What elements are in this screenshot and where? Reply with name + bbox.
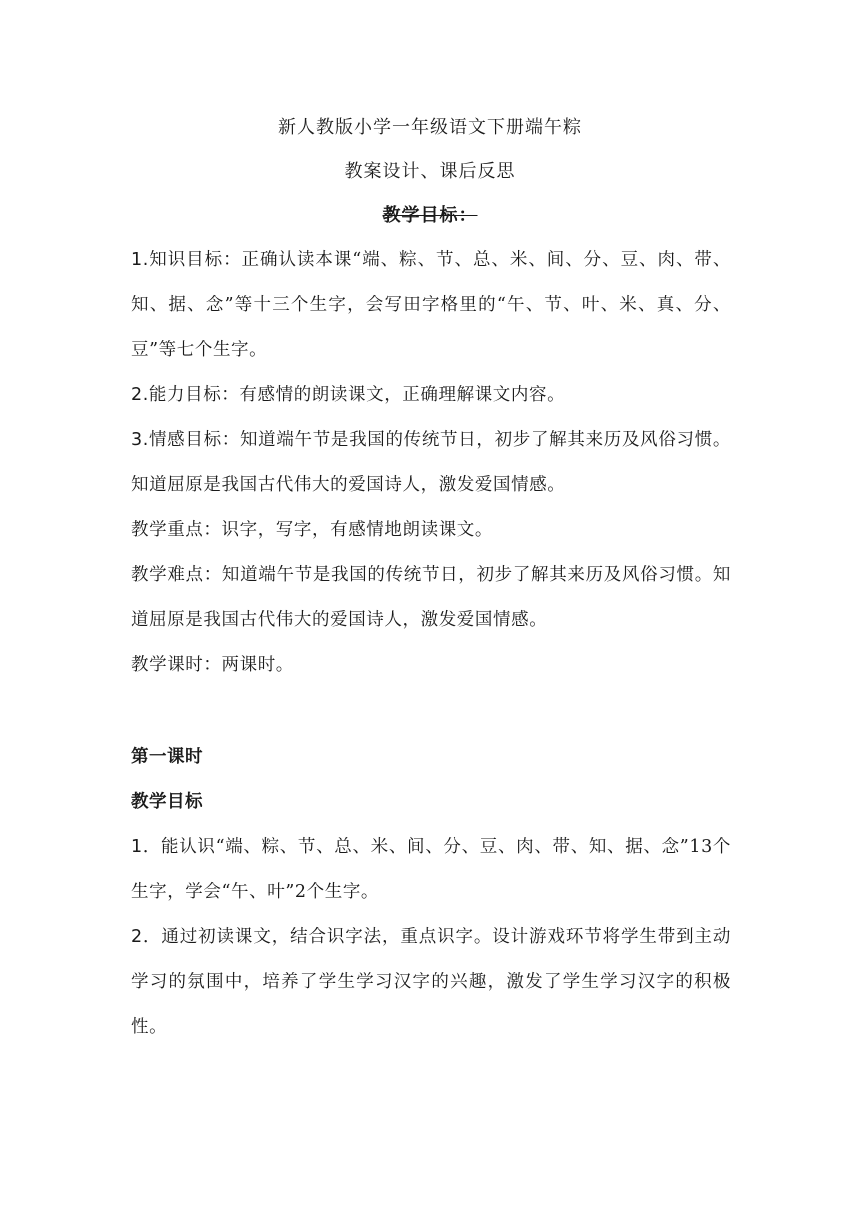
goal-text: 通过初读课文，结合识字法，重点识字。设计游戏环节将学生带到主动学习的氛围中，培养了学生学习汉字的兴趣，激发了学生学习汉字的积极性。	[131, 927, 731, 1037]
goal-number: 2.	[131, 385, 149, 405]
goal-number: 1.	[131, 250, 149, 270]
goal-text: 知识目标：正确认读本课“端、粽、节、总、米、间、分、豆、肉、带、知、据、念”等十三个生字，会写田字格里的“午、节、叶、米、真、分、豆”等七个生字。	[131, 250, 731, 360]
goal-knowledge	[131, 238, 731, 373]
goal-emotion	[131, 418, 731, 508]
goal-ability	[131, 373, 731, 418]
goal-text: 能认识“端、粽、节、总、米、间、分、豆、肉、带、知、据、念”13个生字，学会“午、叶”2个生字。	[131, 837, 731, 902]
lesson1-goal1	[131, 825, 731, 915]
teaching-class-hours: 教学课时：两课时。	[131, 655, 294, 675]
goal-number: 3.	[131, 430, 149, 450]
goal-number: 2．	[131, 927, 162, 947]
goal-text: 情感目标：知道端午节是我国的传统节日，初步了解其来历及风俗习惯。知道屈原是我国古代伟大的爱国诗人，激发爱国情感。	[131, 430, 731, 495]
goal-text: 能力目标：有感情的朗读课文，正确理解课文内容。	[148, 385, 566, 405]
goal-number: 1．	[131, 837, 162, 857]
goals-section	[131, 238, 731, 688]
teaching-goals-heading: 教学目标：	[382, 205, 478, 226]
teaching-difficulties: 教学难点：知道端午节是我国的传统节日，初步了解其来历及风俗习惯。知道屈原是我国古代伟大的爱国诗人，激发爱国情感。	[131, 565, 731, 630]
teaching-key-points: 教学重点：识字，写字，有感情地朗读课文。	[131, 520, 493, 540]
lesson1-goal2	[131, 915, 731, 1050]
lesson1-section	[131, 735, 731, 1050]
document-title-line2: 教案设计、课后反思	[344, 161, 516, 182]
lesson1-heading: 第一课时	[131, 747, 203, 767]
document-title-line1: 新人教版小学一年级语文下册端午粽	[278, 117, 582, 138]
lesson1-goals-heading: 教学目标	[131, 792, 203, 812]
